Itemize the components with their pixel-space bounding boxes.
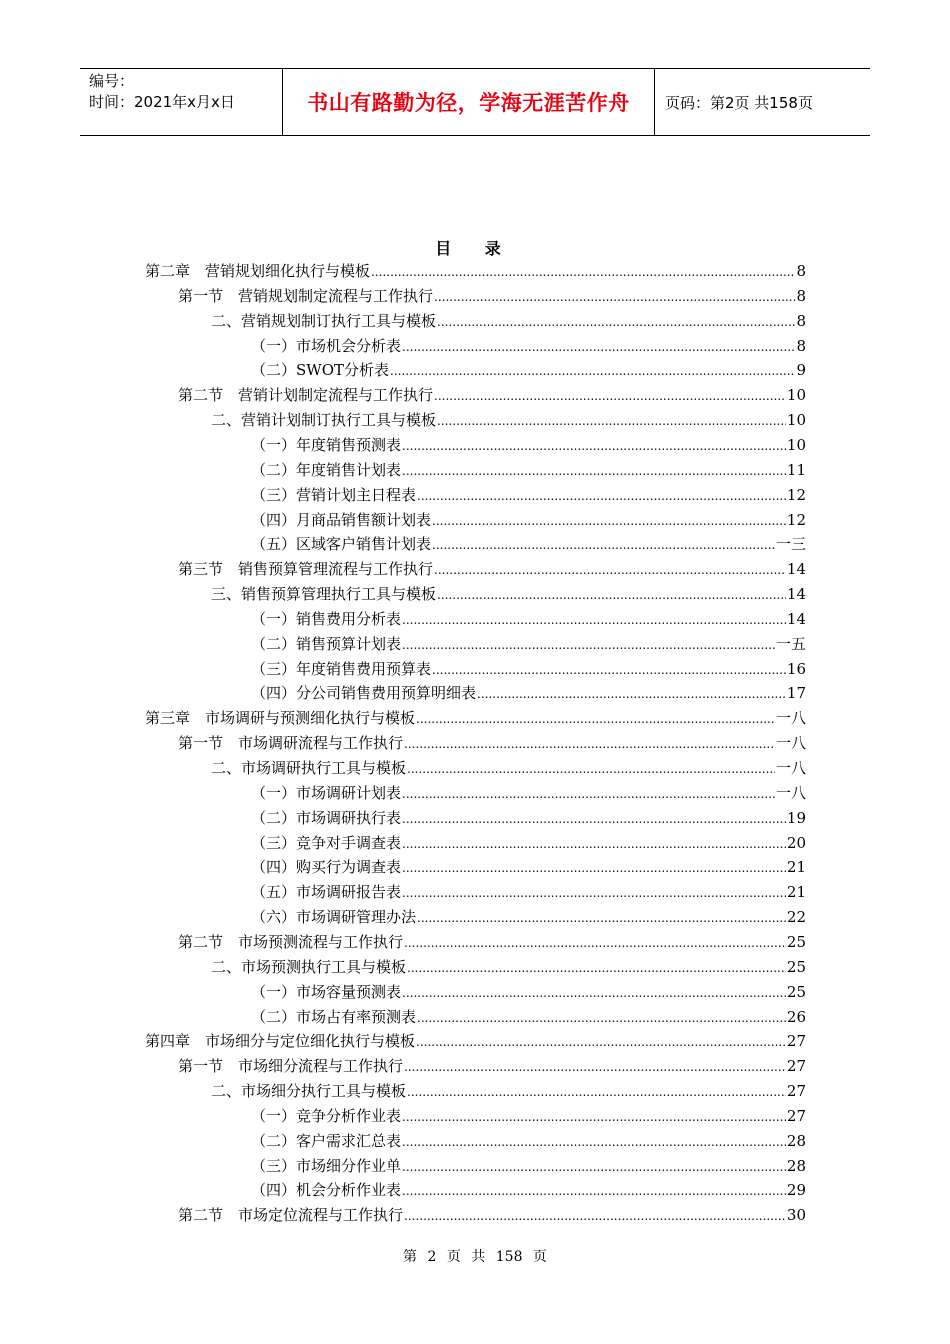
toc-entry-page: 27 bbox=[786, 1082, 806, 1101]
header-page-info: 页码：第2页 共158页 bbox=[665, 93, 813, 112]
toc-dot-leader bbox=[434, 384, 786, 409]
toc-dot-leader bbox=[402, 856, 786, 881]
toc-entry[interactable] bbox=[251, 1005, 806, 1030]
toc-entry[interactable] bbox=[178, 731, 806, 756]
toc-dot-leader bbox=[437, 310, 795, 335]
toc-dot-leader bbox=[407, 757, 775, 782]
toc-entry[interactable] bbox=[145, 706, 806, 731]
toc-entry-page: 21 bbox=[786, 858, 806, 877]
toc-entry-page: 10 bbox=[786, 411, 806, 430]
toc-entry[interactable] bbox=[251, 334, 806, 359]
toc-entry-page: 10 bbox=[786, 435, 806, 454]
toc-entry[interactable] bbox=[251, 532, 806, 557]
toc-entry-page: 28 bbox=[786, 1131, 806, 1150]
toc-entry-title: 第二节 营销计划制定流程与工作执行 bbox=[178, 386, 434, 405]
toc-entry-title: （四）机会分析作业表 bbox=[251, 1181, 402, 1200]
toc-dot-leader bbox=[402, 335, 795, 360]
toc-entry-title: 第三章 市场调研与预测细化执行与模板 bbox=[145, 709, 416, 728]
toc-entry[interactable] bbox=[251, 607, 806, 632]
toc-dot-leader bbox=[402, 1105, 786, 1130]
toc-entry-page: 11 bbox=[786, 460, 806, 479]
toc-entry[interactable] bbox=[178, 284, 806, 309]
toc-entry[interactable] bbox=[178, 1054, 806, 1079]
toc-entry[interactable] bbox=[211, 756, 806, 781]
toc-dot-leader bbox=[417, 1006, 786, 1031]
toc-dot-leader bbox=[434, 285, 795, 310]
toc-entry[interactable] bbox=[251, 483, 806, 508]
toc-dot-leader bbox=[434, 558, 786, 583]
toc-dot-leader bbox=[402, 434, 786, 459]
toc-entry[interactable] bbox=[251, 632, 806, 657]
toc-dot-leader bbox=[402, 807, 786, 832]
toc-entry[interactable] bbox=[251, 458, 806, 483]
toc-dot-leader bbox=[402, 832, 786, 857]
toc-dot-leader bbox=[402, 782, 775, 807]
toc-dot-leader bbox=[402, 459, 786, 484]
toc-dot-leader bbox=[432, 533, 775, 558]
toc-entry-page: 17 bbox=[786, 684, 806, 703]
toc-entry[interactable] bbox=[211, 1079, 806, 1104]
toc-entry-title: 第四章 市场细分与定位细化执行与模板 bbox=[145, 1032, 416, 1051]
toc-entry-title: （二）年度销售计划表 bbox=[251, 460, 402, 479]
toc-entry-title: （一）年度销售预测表 bbox=[251, 435, 402, 454]
toc-entry-page: 29 bbox=[786, 1181, 806, 1200]
toc-entry-title: 二、市场调研执行工具与模板 bbox=[211, 759, 407, 777]
toc-entry[interactable] bbox=[178, 557, 806, 582]
header-motto: 书山有路勤为径，学海无涯苦作舟 bbox=[282, 69, 655, 135]
toc-entry[interactable] bbox=[178, 383, 806, 408]
toc-entry-page: 27 bbox=[786, 1032, 806, 1051]
toc-entry-page: 27 bbox=[786, 1106, 806, 1125]
toc-dot-leader bbox=[432, 509, 786, 534]
toc-dot-leader bbox=[402, 881, 786, 906]
toc-entry-title: 二、市场细分执行工具与模板 bbox=[211, 1082, 407, 1101]
toc-entry-page: 25 bbox=[786, 932, 806, 951]
toc-dot-leader bbox=[402, 633, 775, 658]
toc-entry-page: 28 bbox=[786, 1156, 806, 1175]
toc-dot-leader bbox=[390, 359, 795, 384]
toc-entry-title: （二）销售预算计划表 bbox=[251, 634, 402, 653]
toc-entry-title: （五）市场调研报告表 bbox=[251, 883, 402, 902]
toc-dot-leader bbox=[402, 1155, 786, 1180]
toc-entry[interactable] bbox=[251, 358, 806, 383]
toc-entry-title: （一）市场容量预测表 bbox=[251, 982, 402, 1001]
toc-entry[interactable] bbox=[211, 582, 806, 607]
toc-entry[interactable] bbox=[251, 1129, 806, 1154]
header-meta bbox=[80, 69, 282, 135]
toc-entry-title: （六）市场调研管理办法 bbox=[251, 908, 417, 927]
toc-dot-leader bbox=[437, 409, 786, 434]
toc-entry[interactable] bbox=[251, 880, 806, 905]
toc-dot-leader bbox=[432, 658, 786, 683]
toc-entry-title: （三）年度销售费用预算表 bbox=[251, 659, 432, 678]
toc-entry-title: （五）区域客户销售计划表 bbox=[251, 535, 432, 554]
toc-entry-title: 第二节 市场预测流程与工作执行 bbox=[178, 932, 404, 951]
toc-dot-leader bbox=[416, 1030, 786, 1055]
toc-entry-page: 12 bbox=[786, 510, 806, 529]
toc-entry[interactable] bbox=[251, 657, 806, 682]
toc-dot-leader bbox=[407, 956, 786, 981]
toc-dot-leader bbox=[437, 583, 786, 608]
toc-entry-page: 一八 bbox=[775, 709, 806, 728]
toc-entry[interactable] bbox=[145, 1029, 806, 1054]
toc-entry-title: 第一节 市场细分流程与工作执行 bbox=[178, 1057, 404, 1076]
toc-entry-page: 一五 bbox=[775, 634, 806, 653]
toc-entry-page: 21 bbox=[786, 883, 806, 902]
toc-entry[interactable] bbox=[251, 1178, 806, 1203]
toc-entry-page: 9 bbox=[796, 361, 806, 380]
toc-entry-page: 8 bbox=[796, 286, 806, 305]
toc-entry-title: 第三节 销售预算管理流程与工作执行 bbox=[178, 560, 434, 579]
toc-entry-page: 26 bbox=[786, 1007, 806, 1026]
page-header bbox=[80, 68, 870, 136]
toc-entry-page: 一八 bbox=[775, 783, 806, 802]
toc-dot-leader bbox=[416, 707, 775, 732]
toc-entry-page: 16 bbox=[786, 659, 806, 678]
toc-dot-leader bbox=[402, 608, 786, 633]
toc-entry-title: （一）市场机会分析表 bbox=[251, 336, 402, 355]
toc-entry-title: 二、营销规划制订执行工具与模板 bbox=[211, 311, 437, 330]
toc-dot-leader bbox=[477, 682, 786, 707]
toc-entry-page: 25 bbox=[786, 982, 806, 1001]
toc-entry-page: 8 bbox=[796, 311, 806, 330]
serial-label: 编号： bbox=[89, 72, 135, 90]
toc-entry-page: 27 bbox=[786, 1057, 806, 1076]
toc-entry-page: 14 bbox=[786, 609, 806, 628]
toc-entry[interactable] bbox=[251, 831, 806, 856]
toc-entry[interactable] bbox=[251, 855, 806, 880]
toc-dot-leader bbox=[404, 732, 775, 757]
toc-entry-title: 第二节 市场定位流程与工作执行 bbox=[178, 1206, 404, 1225]
toc-entry-title: （一）销售费用分析表 bbox=[251, 609, 402, 628]
toc-entry[interactable] bbox=[251, 681, 806, 706]
toc-entry[interactable] bbox=[251, 1154, 806, 1179]
toc-dot-leader bbox=[404, 931, 786, 956]
toc-entry-title: 二、市场预测执行工具与模板 bbox=[211, 957, 407, 976]
toc-entry-title: （二）客户需求汇总表 bbox=[251, 1131, 402, 1150]
toc-entry[interactable] bbox=[251, 980, 806, 1005]
toc-entry-page: 10 bbox=[786, 386, 806, 405]
toc-entry[interactable] bbox=[211, 309, 806, 334]
toc-entry-title: （三）市场细分作业单 bbox=[251, 1156, 402, 1175]
toc-entry-title: （三）竞争对手调查表 bbox=[251, 833, 402, 852]
time-label: 时间：2021年x月x日 bbox=[89, 93, 235, 111]
toc-dot-leader bbox=[402, 1179, 786, 1204]
toc-entry-page: 14 bbox=[786, 585, 806, 604]
toc-entry[interactable] bbox=[251, 806, 806, 831]
toc-entry-page: 12 bbox=[786, 485, 806, 504]
toc-entry[interactable] bbox=[178, 930, 806, 955]
toc-dot-leader bbox=[407, 1080, 786, 1105]
toc-entry-title: （二）SWOT分析表 bbox=[251, 361, 389, 380]
toc-entry[interactable] bbox=[251, 1104, 806, 1129]
toc-entry-page: 25 bbox=[786, 957, 806, 976]
toc-entry-page: 19 bbox=[786, 808, 806, 827]
toc-entry-page: 一八 bbox=[775, 734, 806, 753]
toc-entry-title: 三、销售预算管理执行工具与模板 bbox=[211, 585, 437, 604]
toc-entry[interactable] bbox=[251, 433, 806, 458]
toc-entry-page: 14 bbox=[786, 560, 806, 579]
toc-entry-page: 30 bbox=[786, 1206, 806, 1225]
toc-entry-title: （四）月商品销售额计划表 bbox=[251, 510, 432, 529]
toc-dot-leader bbox=[404, 1055, 786, 1080]
toc-entry-page: 一三 bbox=[775, 535, 806, 554]
toc-entry[interactable] bbox=[211, 955, 806, 980]
toc-entry-page: 22 bbox=[786, 908, 806, 927]
toc-entry-title: （四）购买行为调查表 bbox=[251, 858, 402, 877]
toc-entry[interactable] bbox=[178, 1203, 806, 1228]
toc-dot-leader bbox=[417, 484, 786, 509]
toc-entry-title: （四）分公司销售费用预算明细表 bbox=[251, 684, 477, 703]
toc-entry-title: 第二章 营销规划细化执行与模板 bbox=[145, 262, 371, 280]
toc-entry-page: 一八 bbox=[775, 759, 806, 777]
toc-entry-title: 第一节 市场调研流程与工作执行 bbox=[178, 734, 404, 753]
toc-entry-title: 第一节 营销规划制定流程与工作执行 bbox=[178, 286, 434, 305]
toc-entry[interactable] bbox=[251, 508, 806, 533]
toc-entry-title: 二、营销计划制订执行工具与模板 bbox=[211, 411, 437, 430]
toc-dot-leader bbox=[371, 260, 795, 285]
toc-entry-page: 8 bbox=[796, 336, 806, 355]
toc-dot-leader bbox=[402, 1130, 786, 1155]
toc-entry-title: （三）营销计划主日程表 bbox=[251, 485, 417, 504]
toc-entry-title: （一）竞争分析作业表 bbox=[251, 1106, 402, 1125]
toc-dot-leader bbox=[417, 906, 786, 931]
toc-entry[interactable] bbox=[211, 408, 806, 433]
toc-dot-leader bbox=[402, 981, 786, 1006]
toc-entry[interactable] bbox=[251, 905, 806, 930]
toc-title: 目 录 bbox=[435, 239, 515, 258]
toc-entry-title: （二）市场占有率预测表 bbox=[251, 1007, 417, 1026]
toc-entry[interactable] bbox=[145, 259, 806, 284]
toc-entry-title: （二）市场调研执行表 bbox=[251, 808, 402, 827]
toc-entry[interactable] bbox=[251, 781, 806, 806]
toc-entry-page: 20 bbox=[786, 833, 806, 852]
toc-entry-title: （一）市场调研计划表 bbox=[251, 783, 402, 802]
toc-entry-page: 8 bbox=[796, 262, 806, 280]
toc-dot-leader bbox=[404, 1204, 786, 1229]
page-footer: 第 2 页 共 158 页 bbox=[403, 1249, 547, 1265]
